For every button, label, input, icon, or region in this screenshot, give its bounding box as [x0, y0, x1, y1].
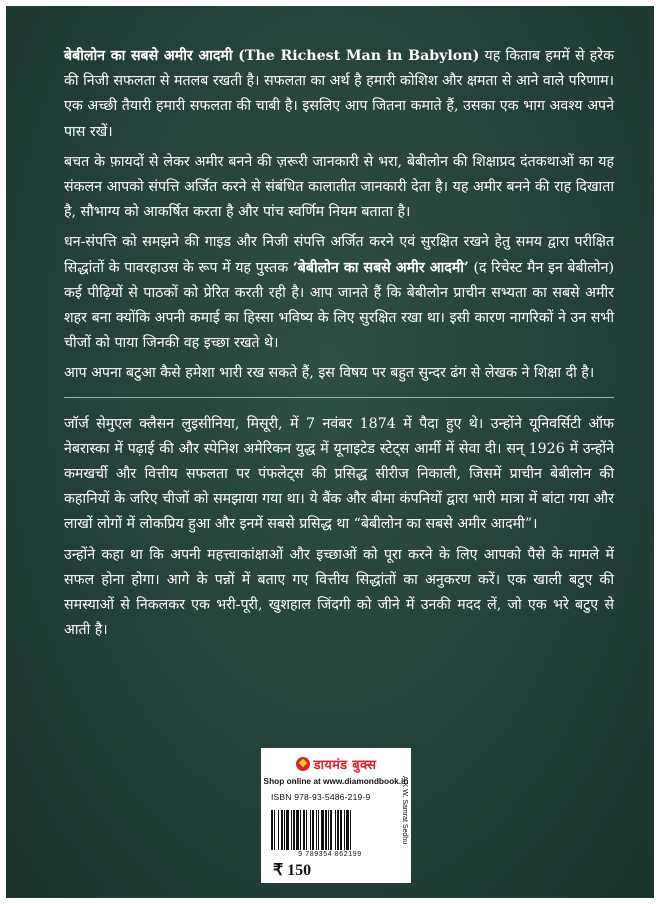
paragraph-intro-text: यह किताब हममें से हरेक की निजी सफलता से मतलब रखती है। सफलता का अर्थ है हमारी कोशिश और क्षमता से आने वाले परिणाम। एक अच्छी तैयारी हमारी सफलता की चाबी है। इसलिए आप जितना कमाते हैं, उसका एक भाग अवश्य अपने पास रखें।: [64, 48, 614, 140]
publisher-name: डायमंड बुक्स: [313, 758, 377, 773]
paragraph-savings: बचत के फ़ायदों से लेकर अमीर बनने की ज़रूरी जानकारी से भरा, बेबीलोन की शिक्षाप्रद दंतकथाओं का यह संकलन आपको संपत्ति अर्जित करने से संबंधित कालातीत जानकारी देता है। यह अमीर बनने की राह दिखाता है, सौभाग्य को आकर्षित करता है और पांच स्वर्णिम नियम बताता है।: [64, 153, 614, 221]
barcode: [271, 810, 389, 850]
paragraph-guide-pre: धन-संपत्ति को समझने की गाइड और निजी संपत्ति अर्जित करने एवं सुरक्षित रखने हेतु समय द्वारा परीक्षित सिद्धांतों के पावरहाउस के रूप में यह पुस्तक: [64, 234, 614, 276]
section-divider: [64, 397, 614, 398]
back-cover: [6, 6, 654, 898]
shop-online-line: Shop online at www.diamondbook.in: [263, 776, 409, 786]
paragraph-author-quote: उन्होंने कहा था कि अपनी महत्त्वाकांक्षाओं और इच्छाओं को पूरा करने के लिए आपको पैसे के मामले में सफल होना होगा। आगे के पन्नों में बताए गए वित्तीय सिद्धांतों का अनुकरण करें। एक खाली बटुए की समस्याओं से निकलकर एक भरी-पूरी, खुशहाल जिंदगी को जीने में उनकी मदद लें, जो एक भरे बटुए से आती है।: [64, 546, 614, 639]
blurb-text: [64, 44, 614, 648]
publisher-logo: [261, 754, 411, 774]
paragraph-guide: [64, 230, 614, 356]
book-title-quoted: ‘बेबीलोन का सबसे अमीर आदमी’: [292, 259, 469, 276]
book-title-bold: बेबीलोन का सबसे अमीर आदमी (The Richest Man in Babylon): [64, 48, 480, 64]
barcode-digits: 9 789354 862199: [298, 851, 362, 858]
diamond-logo-icon: [296, 757, 310, 771]
paragraph-author-bio: जॉर्ज सेमुएल क्लैसन लुइसीनिया, मिसूरी, में 7 नवंबर 1874 में पैदा हुए थे। उन्होंने यूनिवर्सिटी ऑफ नेबरास्का में पढ़ाई की और स्पेनिश अमेरिकन युद्ध में यूनाइटेड स्टेट्स आर्मी में सेवा दी। सन् 1926 में उन्होंने कमखर्ची और वित्तीय सफलता पर पंफलेट्स की प्रसिद्ध सीरीज निकाली, जिसमें प्राचीन बेबीलोन की कहानियों के जरिए चीजों को समझाया गया था। ये बैंक और बीमा कंपनियों द्वारा भारी मात्रा में बांटा गया और लाखों लोगों में लोकप्रिय हुआ और इनमें सबसे प्रसिद्ध था “बेबीलोन का सबसे अमीर आदमी”।: [64, 415, 614, 533]
price-barcode-sticker: [261, 748, 411, 883]
paragraph-wallet: आप अपना बटुआ कैसे हमेशा भारी रख सकते हैं, इस विषय पर बहुत सुन्दर ढंग से लेखक ने शिक्षा दी है।: [64, 365, 595, 382]
side-code: A.K.W. Samrat Sedhu: [401, 776, 408, 845]
price: ₹ 150: [273, 862, 312, 879]
paragraph-guide-text: (द रिचेस्ट मैन इन बेबीलोन) कई पीढ़ियों से पाठकों को प्रेरित करती रही है। आप जानते हैं कि बेबीलोन प्राचीन सभ्यता का सबसे अमीर शहर बना क्योंकि अपनी कमाई का हिस्सा भविष्य के लिए सुरक्षित रखा था। इसी कारण नागरिकों ने उन सभी चीजों को पाया जिनकी वह इच्छा रखते थे।: [64, 259, 615, 352]
barcode-bar: [351, 810, 353, 850]
paragraph-intro: [64, 44, 614, 145]
isbn-text: ISBN 978-93-5486-219-9: [271, 792, 371, 802]
